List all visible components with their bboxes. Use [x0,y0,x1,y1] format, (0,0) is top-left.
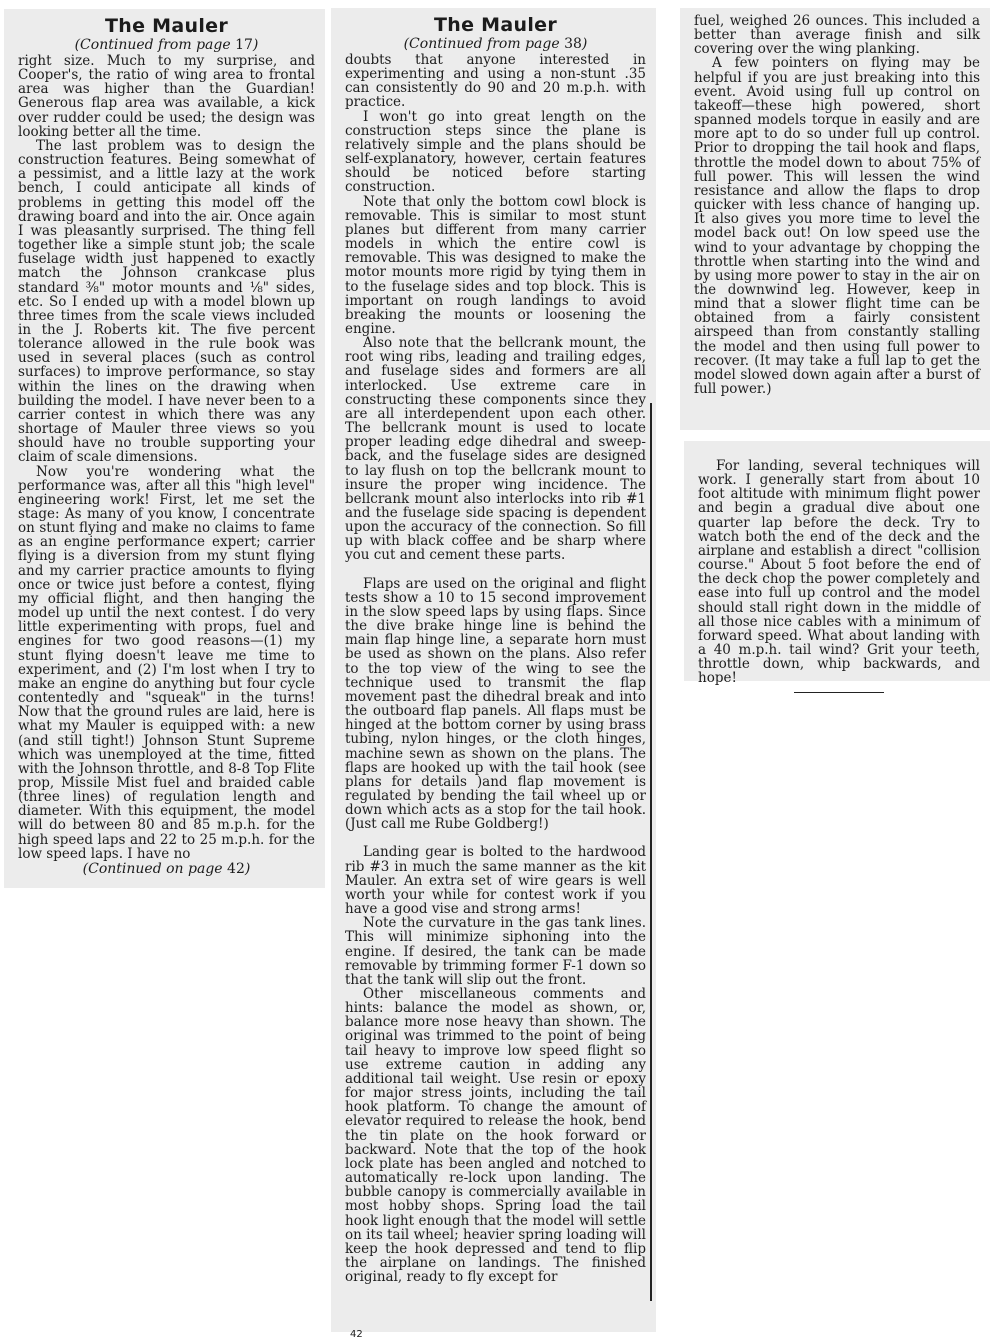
continued-from-close: ) [252,37,259,53]
paragraph: Note the curvature in the gas tank lines. This will minimize siphoning into the engine. If desired, the tank can be made removable by trimming former F-1 down so that the tank will slip out the front. [345,915,646,988]
section-gap [345,563,646,577]
paragraph: doubts that anyone interested in experimenting and using a non-stunt .35 can consistently do 90 and 20 m.p.h. with practice. [345,52,646,111]
section-gap [345,831,646,845]
column-3 [680,8,990,430]
continued-on-page: 42 [227,860,245,877]
continued-on-line [18,861,315,877]
paragraph: Flaps are used on the original and flight tests show a 10 to 15 second improvement in the slow speed laps by using flaps. Since the dive brake hinge line is behind the main flap hinge line, a separate horn must be used as shown on the plans. Also refer to the top view of the wing to see the technique used to transmit the flap movement past the dihedral break and into the outboard flap panels. All flaps must be hinged at the bottom corner by using brass tubing, nylon hinges, or the cloth hinges, machine sewn as shown on the plans. The flaps are hooked up with the tail hook (see plans for details )and flap movement is regulated by bending the tail wheel up or down which acts as a stop for the tail hook. (Just call me Rube Goldberg!) [345,575,646,833]
paragraph: right size. Much to my surprise, and Cooper's, the ratio of wing area to frontal area was higher than the Guardian! Generous flap area was available, a kick over rudder could be used; the design was looking better all the time. [18,53,315,140]
continued-from-line [345,36,646,52]
end-rule [794,692,884,693]
continued-from-label: (Continued from page [74,37,236,53]
column-4 [684,441,990,687]
page-number: 42 [350,1329,363,1340]
article-title: The Mauler [433,14,557,36]
paragraph: For landing, several techniques will work. I generally start from about 10 foot altitude with minimum flight power and begin a gradual dive about one quarter lap before the deck. Try to watch both the end of the deck and the airplane and establish a direct "collision course." About 5 foot before the end of the deck chop the power completely and ease into full up control and the model should stall right down in the middle of all those nice cables with a minimum of forward speed. What about landing with a 40 m.p.h. tail wind? Grit your teeth, throttle down, whip backwards, and hope! [698,458,980,687]
continued-from-page: 17 [235,37,253,53]
continued-from-label: (Continued from page [403,36,565,52]
column-2 [331,8,656,1332]
paragraph: The last problem was to design the construction features. Being somewhat of a pessimist, and a little lazy at the work bench, I could anticipate all kinds of problems in getting this model off the drawing board and into the air. Once again I was pleasantly surprised. The thing fell together like a simple stunt job; the scale fuselage width just happened to exactly match the Johnson crankcase plus standard ⅜" motor mounts and ⅛" sides, etc. So I ended up with a model blown up three times from the scale views included in the J. Roberts kit. The five percent tolerance allowed in the rule book was used in several places (such as control surfaces) to improve performance, so stay within the lines on the drawing when building the model. I have never been to a carrier contest in which there was any shortage of Mauler three views so you should have no trouble supporting your claim of scale dimensions. [18,137,315,466]
paragraph: fuel, weighed 26 ounces. This included a better than average finish and silk covering over the wing planking. [694,13,980,58]
continued-from-page: 38 [564,36,582,52]
paragraph: Note that only the bottom cowl block is removable. This is similar to most stunt planes but different from many carrier models in which the entire cowl is removable. This was designed to make the motor mounts more rigid by tying them in to the fuselage sides and top block. This is important on rough landings to avoid breaking the mounts or loosening the engine. [345,193,646,337]
paragraph: Landing gear is bolted to the hardwood rib #3 in much the same manner as the kit Mauler. An extra set of wire gears is well worth your while for contest work if you have a good vise and strong arms! [345,844,646,918]
continued-on-close: ) [244,860,251,877]
paragraph: Also note that the bellcrank mount, the root wing ribs, leading and trailing edges, and fuselage sides and formers are all interlocked. Use extreme care in constructing these components since they are all interdependent upon each other. The bellcrank mount is used to locate proper leading edge dihedral and sweep-back, and the fuselage sides are designed to lay flush on top the bellcrank mount to insure the proper wing incidence. The bellcrank mount also interlocks into rib #1 and the fuselage side spacing is dependent upon the accuracy of the connection. So fill up with black coffee and be sharp where you cut and cement these parts. [345,335,646,564]
article-title: The Mauler [104,15,228,37]
column-1 [4,9,325,888]
column-divider-line [650,403,652,1301]
continued-from-line [18,37,315,53]
paragraph: I won't go into great length on the construction steps since the plane is relatively simple and the plans should be self-explanatory, however, certain features should be noticed before starting construction. [345,108,646,196]
paragraph: A few pointers on flying may be helpful if you are just breaking into this event. Avoid using full up control on takeoff—these high powered, short spanned models torque in easily and are more apt to do so under full up control. Prior to dropping the tail hook and flaps, throttle the model down to about 75% of full power. This will lessen the wind resistance and allow the flaps to drop quicker with less chance of hanging up. It also gives you more time to level the model back out! On low speed use the wind to your advantage by chopping the throttle when starting into the wind and by using more power to stay in the air on the downwind leg. However, keep in mind that a slower flight time can be obtained from a fairly consistent airspeed than from constantly stalling the model and then using full power to recover. (It may take a full lap to get the model slowed down again after a burst of full power.) [694,55,980,398]
continued-on-label: (Continued on page [82,860,228,877]
paragraph: Now you're wondering what the performance was, after all this "high level" engineering work! First, let me set the stage: As many of you know, I concentrate on stunt flying and make no claims to fame as an engine performance expert; carrier flying is a diversion from my stunt flying and my carrier practice amounts to flying once or twice just before a contest, flying my official flight, and then hanging the model up until the next contest. I do very little experimenting with props, fuel and engines for two good reasons—(1) my stunt flying doesn't leave me time to experiment, and (2) I'm lost when I try to make an engine do anything but four cycle contentedly and "squeak" in the turns! Now that the ground rules are laid, here is what my Mauler is equipped with: a new (and still tight!) Johnson Stunt Supreme which was unemployed at the time, fitted with the Johnson throttle, and 8-8 Top Flite prop, Missile Mist fuel and braided cable (three lines) of regulation length and diameter. With this equipment, the model will do between 80 and 85 m.p.h. for the high speed laps and 22 to 25 m.p.h. for the low speed laps. I have no [18,463,315,862]
paragraph: Other miscellaneous comments and hints: balance the model as shown, or, balance more nose heavy than shown. The original was trimmed to the point of being tail heavy to improve low speed flight so use extreme caution in adding any additional tail weight. Use resin or epoxy for major stress joints, including the tail hook platform. To change the amount of elevator required to release the hook, bend the tin plate on the hook forward or backward. Note that the top of the hook lock plate has been angled and notched to automatically re-lock upon landing. The bubble canopy is commercially available in most hobby shops. Spring load the tail hook light enough that the model will settle on its tail wheel; heavier spring loading will keep the hook depressed and tend to flip the airplane on landings. The finished original, ready to fly except for [345,986,646,1286]
continued-from-close: ) [581,36,588,52]
